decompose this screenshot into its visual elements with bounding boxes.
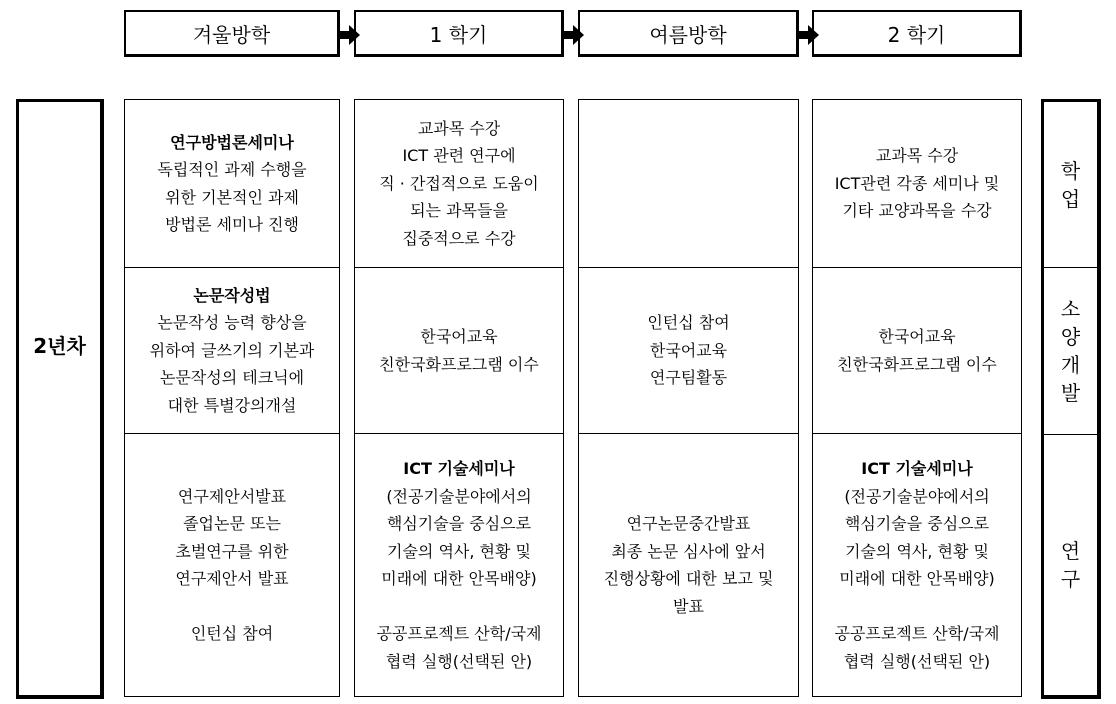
cell-line: 협력 실행(선택된 안) — [385, 651, 533, 671]
cell-line: 되는 과목들을 — [410, 201, 508, 221]
cell-research — [579, 433, 798, 696]
cell-text — [125, 483, 339, 648]
cell-title: 연구방법론세미나 — [170, 132, 294, 152]
cell-line: 방법론 세미나 진행 — [165, 215, 299, 234]
cell-line: 독립적인 과제 수행을 — [157, 160, 307, 179]
cell-line: 논문작성의 테크닉에 — [159, 368, 305, 388]
cell-line: 교과목 수강 — [875, 146, 959, 166]
year-box — [16, 99, 104, 699]
cell-line: ICT 관련 연구에 — [402, 146, 516, 166]
cell-text — [125, 282, 339, 420]
category-study — [1044, 102, 1097, 267]
cell-line: 한국어교육 — [878, 327, 956, 346]
cell-title: ICT 기술세미나 — [861, 459, 973, 478]
arrow-right-icon — [798, 24, 820, 46]
category-char: 학 — [1060, 158, 1081, 183]
phase-label: 1 학기 — [429, 22, 488, 47]
cell-line: 연구팀활동 — [649, 368, 728, 388]
category-char: 소 — [1060, 297, 1081, 321]
category-char: 구 — [1060, 567, 1081, 591]
cell-line: 졸업논문 또는 — [183, 514, 281, 533]
column-winter-break — [124, 99, 340, 697]
phase-label: 여름방학 — [649, 22, 727, 47]
phase-label: 2 학기 — [887, 22, 946, 47]
cell-line: ICT관련 각종 세미나 및 — [834, 173, 1000, 193]
cell-text — [813, 455, 1021, 675]
cell-title: 논문작성법 — [193, 285, 271, 305]
cell-text — [355, 323, 563, 378]
cell-line: 발표 — [673, 596, 704, 616]
cell-text — [579, 309, 798, 392]
line-gap — [355, 593, 563, 621]
cell-line: 직 · 간접적으로 도움이 — [379, 173, 539, 193]
cell-line: 미래에 대한 안목배양) — [381, 569, 537, 588]
cell-development — [355, 267, 563, 433]
cell-title: ICT 기술세미나 — [403, 459, 515, 478]
cell-line: 미래에 대한 안목배양) — [839, 569, 995, 588]
column-semester-2 — [812, 99, 1022, 697]
category-box — [1041, 99, 1101, 699]
cell-line: 공공프로젝트 산학/국제 — [376, 624, 542, 643]
cell-line: 친한국화프로그램 이수 — [837, 354, 997, 374]
cell-study — [125, 100, 339, 267]
cell-line: 논문작성 능력 향상을 — [157, 313, 307, 333]
cell-line: 핵심기술을 중심으로 — [844, 514, 990, 533]
arrow-right-icon — [339, 24, 361, 46]
cell-study — [579, 100, 798, 267]
cell-line: 연구제안서 발표 — [175, 569, 289, 588]
cell-line: 협력 실행(선택된 안) — [843, 651, 991, 671]
category-development — [1044, 268, 1097, 434]
cell-line: 인턴십 참여 — [190, 624, 274, 643]
cell-line: 기술의 역사, 현황 및 — [387, 541, 531, 561]
cell-development — [813, 267, 1021, 433]
cell-study — [355, 100, 563, 267]
phase-winter-break — [124, 10, 340, 57]
cell-line: 기타 교양과목을 수강 — [842, 201, 992, 221]
cell-line: 교과목 수강 — [417, 118, 501, 138]
cell-text — [125, 129, 339, 239]
cell-text — [813, 323, 1021, 378]
cell-line: 공공프로젝트 산학/국제 — [834, 624, 1000, 643]
year-label: 2년차 — [33, 334, 86, 358]
column-summer-break — [578, 99, 799, 697]
cell-study — [813, 100, 1021, 267]
category-char: 연 — [1060, 539, 1081, 563]
cell-line: (전공기술분야에서의 — [844, 486, 990, 506]
cell-research — [125, 433, 339, 696]
cell-line: 연구제안서발표 — [177, 486, 287, 506]
column-semester-1 — [354, 99, 564, 697]
arrow-right-icon — [563, 24, 585, 46]
category-research — [1044, 435, 1097, 695]
phase-semester-1 — [354, 10, 564, 57]
cell-line: 친한국화프로그램 이수 — [379, 354, 539, 374]
cell-line: 대한 특별강의개설 — [167, 395, 297, 415]
category-char: 발 — [1060, 381, 1081, 405]
cell-line: 한국어교육 — [420, 327, 498, 346]
category-char: 업 — [1060, 186, 1081, 211]
cell-text — [355, 455, 563, 675]
phase-summer-break — [578, 10, 799, 57]
cell-research — [813, 433, 1021, 696]
cell-line: 위하여 글쓰기의 기본과 — [149, 340, 315, 360]
cell-line: 인턴십 참여 — [647, 313, 730, 333]
line-gap — [813, 593, 1021, 621]
cell-line: 최종 논문 심사에 앞서 — [611, 541, 766, 561]
cell-research — [355, 433, 563, 696]
cell-line: 집중적으로 수강 — [402, 228, 516, 248]
phase-semester-2 — [812, 10, 1022, 57]
cell-line: 한국어교육 — [649, 340, 728, 360]
cell-development — [579, 267, 798, 433]
phase-label: 겨울방학 — [192, 22, 271, 47]
line-gap — [125, 593, 339, 621]
cell-development — [125, 267, 339, 433]
cell-line: 핵심기술을 중심으로 — [386, 514, 532, 533]
cell-line: 기술의 역사, 현황 및 — [845, 541, 989, 561]
cell-text — [813, 142, 1021, 225]
category-char: 양 — [1060, 325, 1081, 349]
cell-line: 연구논문중간발표 — [626, 514, 751, 533]
cell-text — [355, 115, 563, 253]
cell-line: 진행상황에 대한 보고 및 — [603, 569, 774, 588]
cell-line: (전공기술분야에서의 — [386, 486, 532, 506]
cell-line: 초벌연구를 위한 — [175, 541, 289, 561]
cell-line: 위한 기본적인 과제 — [165, 187, 299, 207]
cell-text — [579, 510, 798, 620]
category-char: 개 — [1060, 353, 1081, 377]
